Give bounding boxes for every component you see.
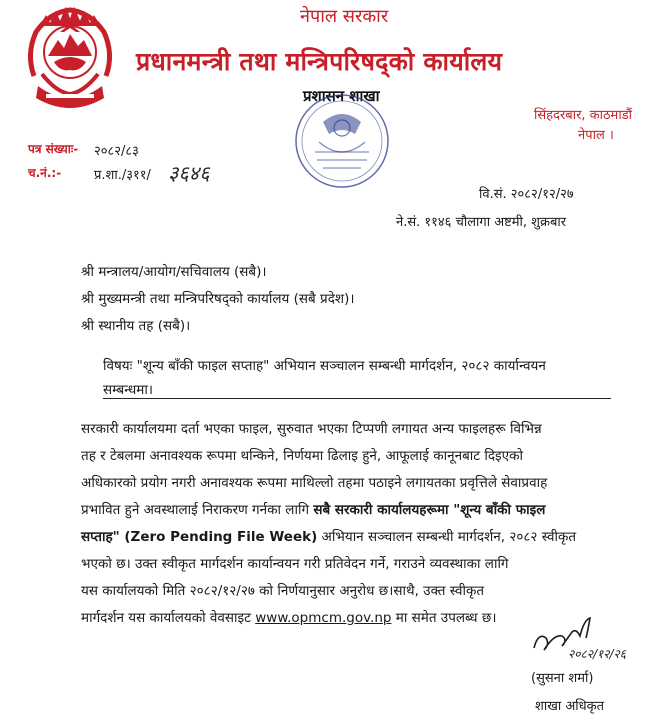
- dispatch-number-label: च.नं.:-: [28, 166, 62, 180]
- body-text: मा समेत उपलब्ध छ।: [391, 610, 497, 626]
- address-line-2: नेपाल ।: [578, 128, 614, 143]
- date-bikram-sambat: वि.सं. २०८२/१२/२७: [479, 187, 574, 202]
- recipient-line: श्री मन्त्रालय/आयोग/सचिवालय (सबै)।: [81, 264, 267, 280]
- body-line: [81, 608, 496, 626]
- office-name: प्रधानमन्त्री तथा मन्त्रिपरिषद्को कार्यालय: [136, 47, 503, 76]
- subject-line-2: सम्बन्धमा।: [103, 382, 153, 398]
- recipient-line: श्री मुख्यमन्त्री तथा मन्त्रिपरिषद्को कार्यालय (सबै प्रदेश)।: [81, 291, 355, 307]
- letter-number-label: पत्र संख्याः-: [28, 142, 79, 156]
- body-line: भएको छ। उक्त स्वीकृत मार्गदर्शन कार्यान्वयन गरी प्रतिवेदन गर्ने, गराउने व्यवस्थाका लागि: [81, 556, 509, 572]
- body-bold-text: सप्ताह" (Zero Pending File Week): [81, 529, 318, 545]
- office-stamp: [293, 92, 391, 190]
- body-line: [81, 500, 545, 518]
- body-line: सरकारी कार्यालयमा दर्ता भएका फाइल, सुरुवात भएका टिप्पणी लगायत अन्य फाइलहरू विभिन्न: [81, 421, 542, 437]
- body-text: मार्गदर्शन यस कार्यालयको वेवसाइट: [81, 610, 256, 626]
- website-link[interactable]: www.opmcm.gov.np: [255, 610, 392, 626]
- signer-designation: शाखा अधिकृत: [535, 699, 605, 714]
- dispatch-number-value: प्र.शा./३११/: [94, 168, 151, 183]
- body-line: तह र टेबलमा अनावश्यक रूपमा थन्किने, निर्णयमा ढिलाइ हुने, आफूलाई कानूनबाट दिइएको: [81, 448, 524, 464]
- body-line: अधिकारको प्रयोग नगरी अनावश्यक रूपमा माथिल्लो तहमा पठाइने लगायतका प्रवृत्तिले सेवाप्रवाह: [81, 475, 548, 491]
- body-bold-text: सबै सरकारी कार्यालयहरूमा "शून्य बाँकी फाइल: [313, 502, 546, 518]
- subject-line-1: विषयः "शून्य बाँकी फाइल सप्ताह" अभियान सञ्चालन सम्बन्धी मार्गदर्शन, २०८२ कार्यान्वयन: [103, 358, 546, 374]
- date-nepal-sambat: ने.सं. ११४६ चौलागा अष्टमी, शुक्रबार: [396, 215, 567, 230]
- body-line: यस कार्यालयको मिति २०८२/१२/२७ को निर्णयानुसार अनुरोध छ।साथै, उक्त स्वीकृत: [81, 583, 485, 599]
- signer-name: (सुसना शर्मा): [531, 671, 594, 686]
- dispatch-number-handwritten: ३६४६: [168, 161, 210, 185]
- nepal-emblem-logo: [20, 2, 120, 118]
- recipient-line: श्री स्थानीय तह (सबै)।: [81, 318, 191, 334]
- body-text: प्रभावित हुने अवस्थालाई निराकरण गर्नका लागि: [81, 502, 314, 518]
- body-line: [81, 527, 576, 545]
- letter-number-value: २०८२/८३: [94, 144, 139, 159]
- subject-underline: [103, 398, 611, 399]
- government-name: नेपाल सरकार: [300, 6, 389, 27]
- section-name: प्रशासन शाखा: [303, 87, 380, 105]
- body-text: अभियान सञ्चालन सम्बन्धी मार्गदर्शन, २०८२ स्वीकृत: [317, 529, 577, 545]
- svg-text:२०८२/१२/२६: २०८२/१२/२६: [568, 647, 627, 661]
- handwritten-signature: [528, 614, 636, 664]
- address-line-1: सिंहदरबार, काठमाडौं: [534, 108, 633, 123]
